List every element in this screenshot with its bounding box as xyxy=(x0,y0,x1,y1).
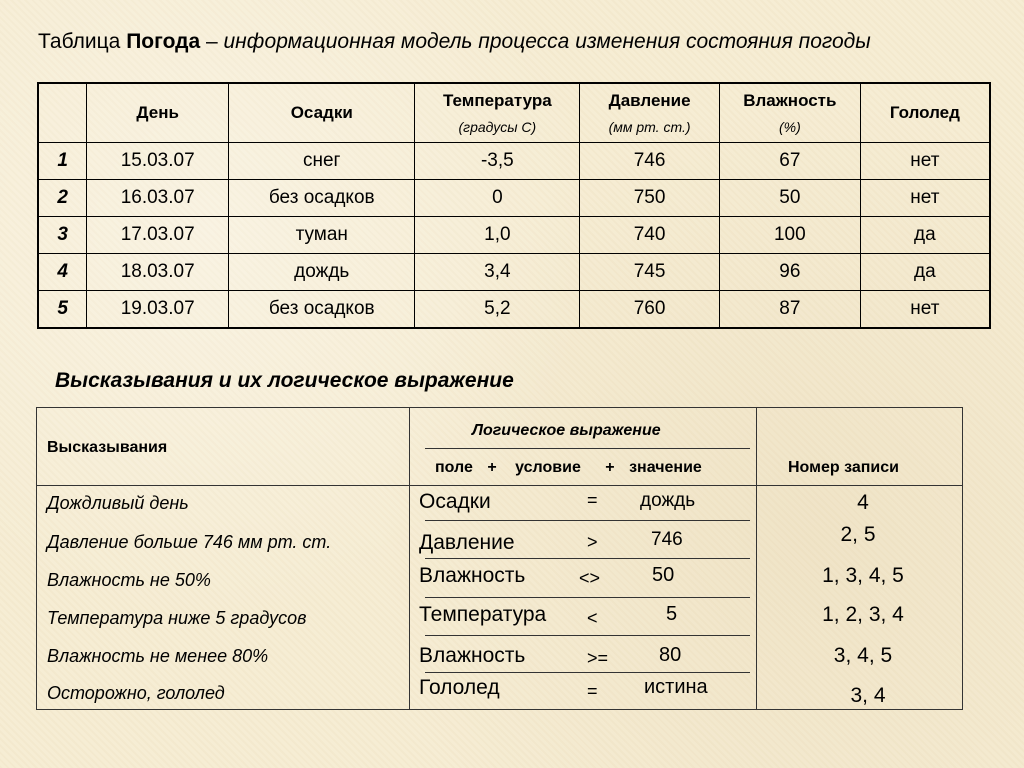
expression-underline xyxy=(425,672,750,673)
expression-field: Влажность xyxy=(419,564,526,587)
header-number xyxy=(38,83,87,143)
title-prefix: Таблица xyxy=(38,30,121,53)
statement-text: Дождливый день xyxy=(47,493,189,513)
statement-text: Влажность не 50% xyxy=(47,570,211,590)
row-number: 5 xyxy=(38,291,87,329)
cell-ice: нет xyxy=(860,143,990,180)
cell-precipitation: без осадков xyxy=(229,180,415,217)
cell-temperature: 5,2 xyxy=(415,291,580,329)
expression-operator: = xyxy=(587,681,598,701)
cell-temperature: 0 xyxy=(415,180,580,217)
cell-humidity: 67 xyxy=(719,143,860,180)
cell-pressure: 745 xyxy=(580,254,720,291)
cell-humidity: 96 xyxy=(719,254,860,291)
header-statements: Высказывания xyxy=(47,439,168,456)
expression-value: 80 xyxy=(659,644,682,666)
expression-value: истина xyxy=(644,676,708,698)
expression-operator: = xyxy=(587,490,598,510)
expression-field: Гололед xyxy=(419,676,500,699)
cell-pressure: 760 xyxy=(580,291,720,329)
weather-table xyxy=(37,82,991,329)
weather-table-header-row xyxy=(38,83,990,143)
title-dash: – xyxy=(200,30,224,53)
cell-pressure: 740 xyxy=(580,217,720,254)
header-temperature: Температура (градусы С) xyxy=(415,83,580,143)
cell-humidity: 50 xyxy=(719,180,860,217)
expression-operator: >= xyxy=(587,648,609,668)
header-records: Номер записи xyxy=(788,459,899,476)
record-numbers: 2, 5 xyxy=(840,523,876,546)
cell-precipitation: туман xyxy=(229,217,415,254)
expression-field: Давление xyxy=(419,531,515,554)
statements-divider xyxy=(409,408,410,709)
expression-field: Осадки xyxy=(419,490,491,513)
statement-text: Давление больше 746 мм рт. ст. xyxy=(47,532,332,552)
expression-underline xyxy=(425,597,750,598)
title-table-name: Погода xyxy=(126,30,201,53)
record-numbers: 1, 2, 3, 4 xyxy=(822,603,904,626)
header-precipitation: Осадки xyxy=(229,83,415,143)
expression-underline xyxy=(425,520,750,521)
table-row xyxy=(38,217,990,254)
header-expression-line xyxy=(425,448,750,449)
cell-pressure: 746 xyxy=(580,143,720,180)
expression-operator: < xyxy=(587,608,598,628)
cell-day: 18.03.07 xyxy=(87,254,229,291)
records-divider xyxy=(756,408,757,709)
table-row xyxy=(38,254,990,291)
header-field: поле xyxy=(435,459,473,476)
table-row xyxy=(38,291,990,329)
cell-day: 19.03.07 xyxy=(87,291,229,329)
cell-ice: нет xyxy=(860,180,990,217)
page-title xyxy=(38,30,871,54)
table-row xyxy=(38,143,990,180)
header-humidity: Влажность (%) xyxy=(719,83,860,143)
header-expression-parts xyxy=(435,459,702,477)
cell-precipitation: снег xyxy=(229,143,415,180)
header-plus-2: + xyxy=(605,459,615,476)
cell-humidity: 87 xyxy=(719,291,860,329)
expression-field: Влажность xyxy=(419,644,526,667)
statement-text: Влажность не менее 80% xyxy=(47,646,269,666)
row-number: 3 xyxy=(38,217,87,254)
expression-underline xyxy=(425,635,750,636)
statement-text: Осторожно, гололед xyxy=(47,683,225,703)
expression-field: Температура xyxy=(419,603,547,626)
cell-temperature: 3,4 xyxy=(415,254,580,291)
row-number: 2 xyxy=(38,180,87,217)
cell-ice: да xyxy=(860,217,990,254)
expression-value: 5 xyxy=(666,603,678,625)
header-value: значение xyxy=(629,459,702,476)
record-numbers: 3, 4 xyxy=(850,684,886,707)
header-day: День xyxy=(87,83,229,143)
table-row xyxy=(38,180,990,217)
cell-temperature: -3,5 xyxy=(415,143,580,180)
expression-operator: > xyxy=(587,532,598,552)
logic-table xyxy=(36,407,963,710)
header-pressure: Давление (мм рт. ст.) xyxy=(580,83,720,143)
section-title: Высказывания и их логическое выражение xyxy=(55,369,514,392)
cell-ice: нет xyxy=(860,291,990,329)
cell-day: 17.03.07 xyxy=(87,217,229,254)
header-expression: Логическое выражение xyxy=(472,422,661,439)
record-numbers: 1, 3, 4, 5 xyxy=(822,564,904,587)
expression-value: дождь xyxy=(640,490,696,511)
cell-ice: да xyxy=(860,254,990,291)
cell-precipitation: без осадков xyxy=(229,291,415,329)
header-divider xyxy=(37,485,962,486)
record-numbers: 3, 4, 5 xyxy=(833,644,893,667)
cell-temperature: 1,0 xyxy=(415,217,580,254)
cell-precipitation: дождь xyxy=(229,254,415,291)
expression-underline xyxy=(425,558,750,559)
expression-value: 746 xyxy=(651,529,683,550)
statement-text: Температура ниже 5 градусов xyxy=(47,608,307,628)
row-number: 4 xyxy=(38,254,87,291)
cell-day: 15.03.07 xyxy=(87,143,229,180)
cell-pressure: 750 xyxy=(580,180,720,217)
expression-operator: <> xyxy=(579,568,601,588)
row-number: 1 xyxy=(38,143,87,180)
title-description: информационная модель процесса изменения состояния погоды xyxy=(223,30,871,53)
header-ice: Гололед xyxy=(860,83,990,143)
record-numbers: 4 xyxy=(857,491,869,514)
header-condition: условие xyxy=(515,459,581,476)
header-plus-1: + xyxy=(487,459,497,476)
cell-humidity: 100 xyxy=(719,217,860,254)
expression-value: 50 xyxy=(652,564,675,586)
cell-day: 16.03.07 xyxy=(87,180,229,217)
